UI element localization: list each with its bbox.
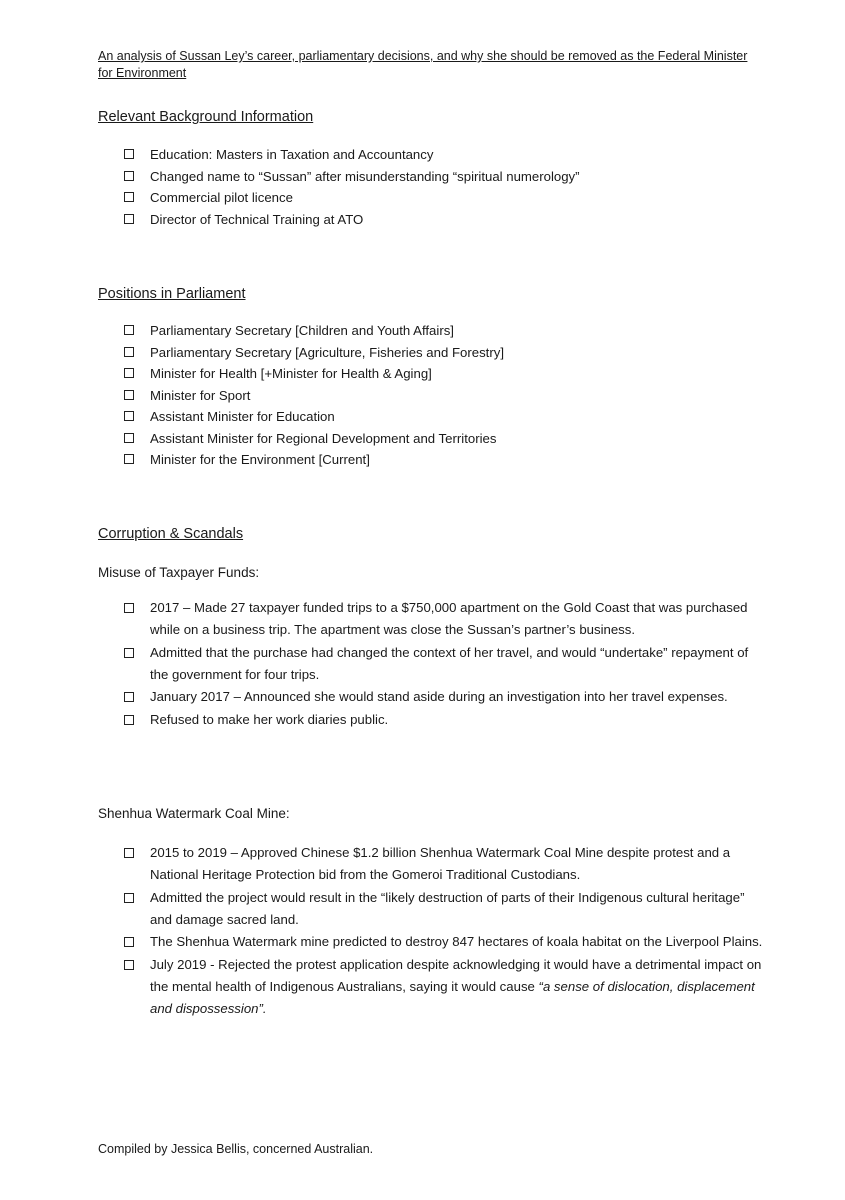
list-item: [124, 189, 764, 206]
list-item: [124, 211, 764, 228]
heading-positions: Positions in Parliament: [98, 286, 246, 302]
checkbox[interactable]: [124, 390, 134, 400]
item-text: Refused to make her work diaries public.: [150, 711, 389, 727]
checkbox[interactable]: [124, 149, 134, 159]
item-text: Education: Masters in Taxation and Accountancy: [150, 147, 434, 162]
item-text: Assistant Minister for Regional Development and Territories: [150, 430, 497, 446]
checkbox[interactable]: [124, 893, 134, 903]
item-text: Admitted the project would result in the “likely destruction of parts of their Indigenous cultural heritage” and damage sacred land.: [150, 889, 745, 927]
item-text: July 2019 - Rejected the protest application despite acknowledging it would have a detrimental impact on the mental health of Indigenous Australians, saying it would cause: [150, 956, 762, 994]
subheading-shenhua: Shenhua Watermark Coal Mine:: [98, 806, 290, 821]
checkbox[interactable]: [124, 937, 134, 947]
checkbox[interactable]: [124, 715, 134, 725]
checkbox[interactable]: [124, 214, 134, 224]
footer-credit: Compiled by Jessica Bellis, concerned Australian.: [98, 1142, 374, 1156]
heading-scandals: Corruption & Scandals: [98, 526, 244, 542]
list-item: [124, 322, 764, 339]
item-text: Director of Technical Training at ATO: [150, 211, 364, 227]
item-text: The Shenhua Watermark mine predicted to destroy 847 hectares of koala habitat on the Liverpool Plains.: [150, 934, 763, 949]
item-text: Minister for Health [+Minister for Health & Aging]: [150, 366, 432, 381]
heading-background: Relevant Background Information: [98, 109, 314, 125]
list-item: [124, 168, 764, 185]
document-title: An analysis of Sussan Ley’s career, parliamentary decisions, and why she should be removed as the Federal Minister for Environment: [98, 49, 748, 80]
item-text: Commercial pilot licence: [150, 190, 293, 205]
list-item: [124, 931, 764, 953]
positions-checklist: [124, 322, 764, 473]
checkbox[interactable]: [124, 433, 134, 443]
list-item: [124, 387, 764, 404]
item-quote: “a sense of dislocation, displacement and dispossession”.: [150, 978, 755, 1016]
checkbox[interactable]: [124, 848, 134, 858]
item-text: Assistant Minister for Education: [150, 409, 335, 424]
checkbox[interactable]: [124, 368, 134, 378]
list-item: [124, 451, 764, 468]
list-item: [124, 344, 764, 361]
list-item: [124, 146, 764, 163]
list-item: [124, 954, 764, 1020]
checkbox[interactable]: [124, 411, 134, 421]
item-text: 2015 to 2019 – Approved Chinese $1.2 billion Shenhua Watermark Coal Mine despite protest and a National Heritage Protection bid from the Gomeroi Traditional Custodians.: [150, 845, 731, 882]
background-checklist: [124, 146, 764, 232]
item-text: Admitted that the purchase had changed the context of her travel, and would “undertake” repayment of the government for four trips.: [150, 644, 749, 682]
list-item: [124, 642, 764, 686]
list-item: [124, 887, 764, 931]
checkbox[interactable]: [124, 347, 134, 357]
list-item: [124, 430, 764, 447]
list-item: [124, 842, 764, 886]
item-text: Minister for Sport: [150, 387, 251, 403]
item-text: Changed name to “Sussan” after misunderstanding “spiritual numerology”: [150, 168, 580, 184]
checkbox[interactable]: [124, 454, 134, 464]
list-item: [124, 408, 764, 425]
list-item: [124, 365, 764, 382]
checkbox[interactable]: [124, 192, 134, 202]
checkbox[interactable]: [124, 325, 134, 335]
item-text: Parliamentary Secretary [Children and Youth Affairs]: [150, 323, 454, 338]
shenhua-checklist: [124, 842, 764, 1020]
list-item: [124, 597, 764, 641]
checkbox[interactable]: [124, 692, 134, 702]
item-text: 2017 – Made 27 taxpayer funded trips to a $750,000 apartment on the Gold Coast that was purchased while on a business trip. The apartment was close the Sussan’s partner’s business.: [150, 600, 748, 637]
taxpayer-checklist: [124, 597, 764, 731]
item-text: January 2017 – Announced she would stand aside during an investigation into her travel expenses.: [150, 689, 728, 704]
checkbox[interactable]: [124, 603, 134, 613]
checkbox[interactable]: [124, 171, 134, 181]
list-item: [124, 709, 764, 731]
checkbox[interactable]: [124, 648, 134, 658]
checkbox[interactable]: [124, 960, 134, 970]
item-text: Minister for the Environment [Current]: [150, 452, 370, 467]
item-text: Parliamentary Secretary [Agriculture, Fisheries and Forestry]: [150, 344, 504, 360]
subheading-taxpayer: Misuse of Taxpayer Funds:: [98, 565, 260, 580]
list-item: [124, 686, 764, 708]
